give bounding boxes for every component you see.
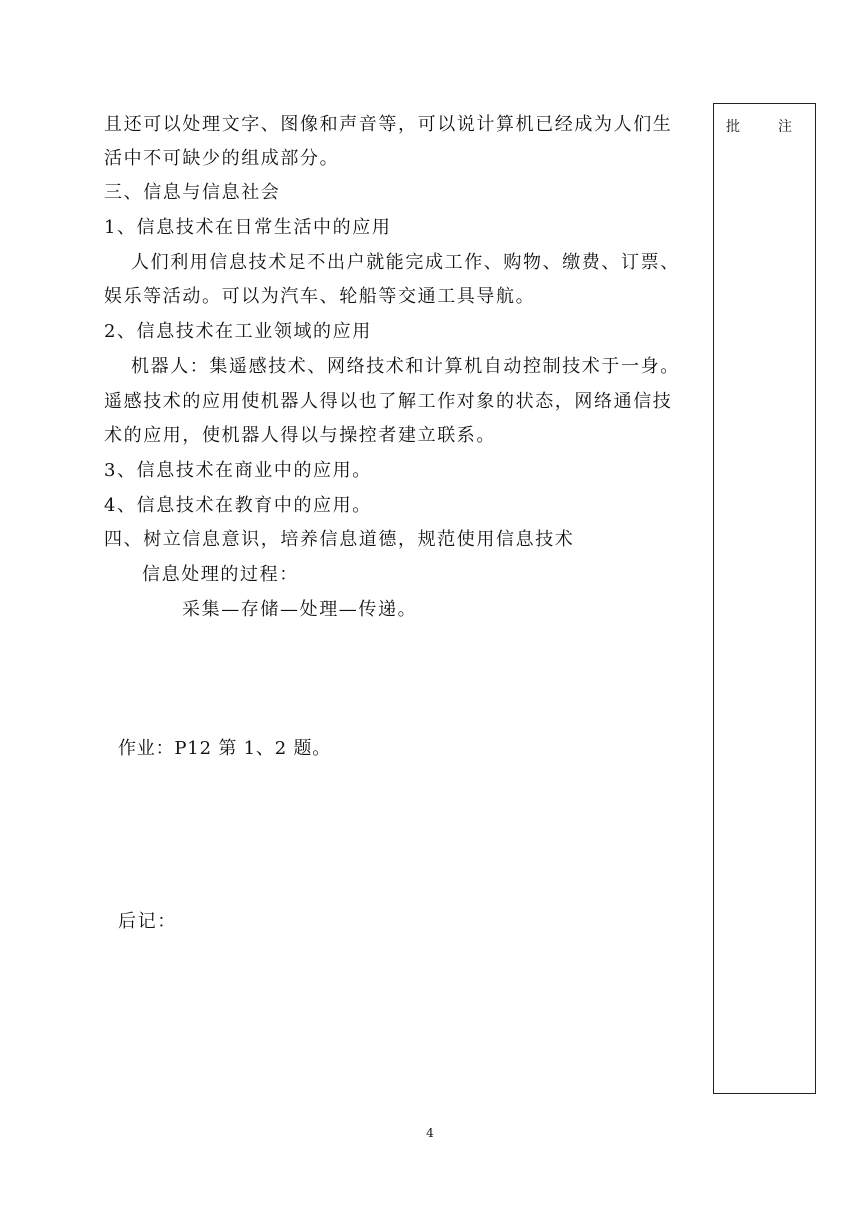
- annotation-header-right: 注: [778, 119, 792, 135]
- subsection-heading: 2、信息技术在工业领域的应用: [104, 321, 372, 342]
- homework-line: 作业：P12 第 1、2 题。: [118, 738, 332, 759]
- body-line: 活中不可缺少的组成部分。: [104, 148, 340, 169]
- section-heading: 三、信息与信息社会: [104, 182, 281, 203]
- body-line: 且还可以处理文字、图像和声音等，可以说计算机已经成为人们生: [104, 114, 673, 135]
- body-line: 遥感技术的应用使机器人得以也了解工作对象的状态，网络通信技: [104, 391, 673, 412]
- body-line: 机器人：集遥感技术、网络技术和计算机自动控制技术于一身。: [131, 356, 680, 377]
- postscript-label: 后记：: [118, 911, 177, 932]
- annotation-box: [713, 103, 816, 1094]
- annotation-header-left: 批: [726, 119, 740, 135]
- body-line: 信息处理的过程：: [142, 564, 299, 585]
- body-line: 人们利用信息技术足不出户就能完成工作、购物、缴费、订票、: [131, 252, 680, 273]
- subsection-heading: 1、信息技术在日常生活中的应用: [104, 217, 392, 238]
- process-flow-line: 采集—存储—处理—传递。: [182, 599, 418, 620]
- page-number: 4: [426, 1126, 434, 1140]
- body-line: 术的应用，使机器人得以与操控者建立联系。: [104, 425, 496, 446]
- subsection-heading: 3、信息技术在商业中的应用。: [104, 460, 372, 481]
- subsection-heading: 4、信息技术在教育中的应用。: [104, 495, 372, 516]
- section-heading: 四、树立信息意识，培养信息道德，规范使用信息技术: [104, 529, 575, 550]
- body-line: 娱乐等活动。可以为汽车、轮船等交通工具导航。: [104, 286, 536, 307]
